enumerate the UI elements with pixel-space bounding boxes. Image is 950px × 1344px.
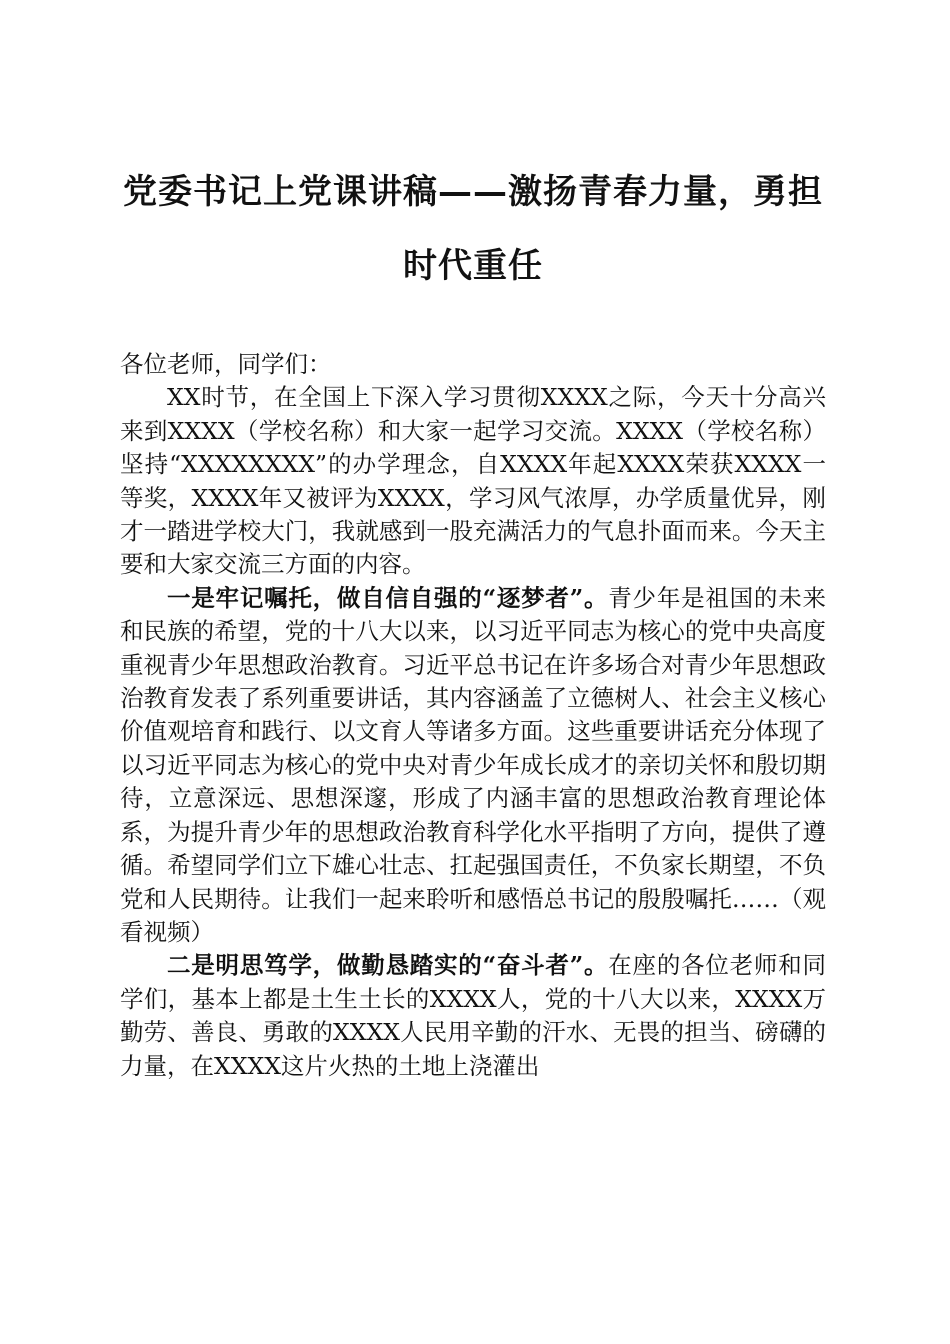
salutation: 各位老师，同学们：	[120, 350, 332, 378]
section-1-lead: 一是牢记嘱托，做自信自强的“逐梦者”。	[167, 583, 609, 612]
title-line-2: 时代重任	[403, 246, 543, 286]
title-line-1: 党委书记上党课讲稿——激扬青春力量，勇担	[123, 172, 823, 212]
section-2-text: 在座的各位老师和同学们，基本上都是土生土长的XXXX人，党的十八大以来，XXXX万勤劳、善良、勇敢的XXXX人民用辛勤的汗水、无畏的担当、磅礴的力量，在XXXX这片火热的土地上浇灌出	[120, 951, 826, 1080]
section-1-paragraph	[120, 582, 826, 949]
document-page	[120, 166, 826, 1083]
section-2-paragraph	[120, 949, 826, 1083]
section-2-lead: 二是明思笃学，做勤恳踏实的“奋斗者”。	[167, 951, 609, 980]
document-title	[120, 166, 826, 292]
section-1-text: 青少年是祖国的未来和民族的希望，党的十八大以来，以习近平同志为核心的党中央高度重视青少年思想政治教育。习近平总书记在许多场合对青少年思想政治教育发表了系列重要讲话，其内容涵盖了立德树人、社会主义核心价值观培育和践行、以文育人等诸多方面。这些重要讲话充分体现了以习近平同志为核心的党中央对青少年成长成才的亲切关怀和殷切期待，立意深远、思想深邃，形成了内涵丰富的思想政治教育理论体系，为提升青少年的思想政治教育科学化水平指明了方向，提供了遵循。希望同学们立下雄心壮志、扛起强国责任，不负家长期望，不负党和人民期待。让我们一起来聆听和感悟总书记的殷殷嘱托……（观看视频）	[120, 583, 826, 946]
intro-paragraph: XX时节，在全国上下深入学习贯彻XXXX之际，今天十分高兴来到XXXX（学校名称）和大家一起学习交流。XXXX（学校名称）坚持“XXXXXXXX”的办学理念，自XXXX年起XXXX荣获XXXX一等奖，XXXX年又被评为XXXX，学习风气浓厚，办学质量优异，刚才一踏进学校大门，我就感到一股充满活力的气息扑面而来。今天主要和大家交流三方面的内容。	[120, 383, 826, 579]
document-body	[120, 348, 826, 1083]
